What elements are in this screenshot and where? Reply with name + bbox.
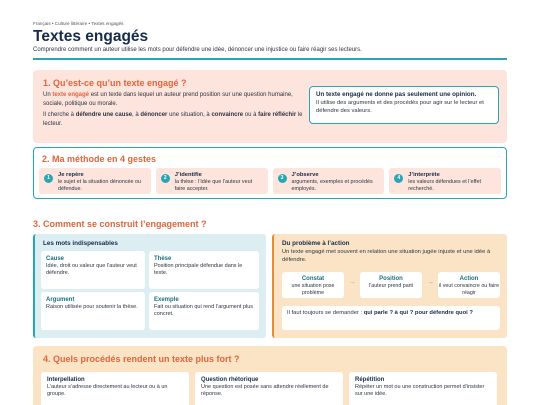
- panel-heading: Du problème à l’action: [282, 240, 350, 247]
- term-title: Exemple: [154, 297, 179, 303]
- definition-callout: [309, 86, 499, 124]
- goal-paragraph: [43, 111, 305, 128]
- method-steps: [39, 168, 501, 194]
- callout-title: Un texte engagé ne donne pas seulement une opinion.: [316, 91, 477, 98]
- text-fragment: , à: [132, 112, 141, 118]
- step-number-badge: 4: [394, 174, 403, 183]
- text-fragment: Il faut toujours se demander :: [287, 310, 364, 316]
- bold-term: dénoncer: [140, 112, 168, 118]
- technique-description: Une question est posée sans attendre réellement de réponse.: [201, 384, 329, 398]
- flow-step-description: une situation pose problème: [291, 283, 335, 296]
- term-title: Cause: [46, 256, 65, 262]
- term-card: [149, 251, 259, 289]
- step-title: J’interprète: [408, 172, 440, 178]
- flow-step-box: [282, 272, 344, 298]
- bold-term: convaincre: [211, 112, 244, 118]
- text-fragment: Un: [43, 92, 53, 98]
- technique-card: [195, 372, 343, 405]
- section-definition: [33, 70, 507, 143]
- page-subtitle: Comprendre comment un auteur utilise les mots pour défendre une idée, dénoncer une injustice ou faire réagir ses lecteurs.: [33, 47, 362, 53]
- flow-step-title: Position: [379, 276, 403, 282]
- term-title: Thèse: [154, 256, 172, 262]
- term-card: [41, 251, 145, 289]
- term-card: [41, 292, 145, 330]
- section-techniques: [33, 346, 507, 405]
- flow-step-box: [438, 272, 500, 298]
- page-title: Textes engagés: [33, 28, 149, 45]
- section-heading: 3. Comment se construit l’engagement ?: [33, 219, 207, 229]
- key-words-panel: [33, 234, 266, 338]
- technique-title: Question rhétorique: [201, 377, 259, 383]
- flow-step-box: [360, 272, 422, 298]
- technique-card: [41, 372, 189, 405]
- step-description: arguments, exemples et procédés employés.: [291, 179, 373, 192]
- flow-diagram: [282, 272, 500, 298]
- step-title: Je repère: [58, 172, 84, 178]
- term-definition: Raison utilisée pour soutenir la thèse.: [46, 304, 138, 310]
- definition-paragraph: [43, 91, 305, 108]
- step-number-badge: 2: [161, 174, 170, 183]
- section-method: [33, 147, 507, 199]
- term-definition: Fait ou situation qui rend l’argument plus concret.: [154, 304, 254, 318]
- flow-step-description: il veut convaincre ou faire réagir: [438, 283, 500, 296]
- highlight-term: texte engagé: [52, 92, 90, 98]
- flow-step-title: Action: [459, 276, 479, 282]
- term-card: [149, 292, 259, 330]
- technique-title: Interpellation: [47, 377, 85, 383]
- title-divider: [33, 58, 507, 60]
- technique-description: Répéter un mot ou une construction permet d’insister sur une idée.: [355, 384, 485, 398]
- technique-description: L’auteur s’adresse directement au lecteur ou à un groupe.: [47, 384, 168, 398]
- term-title: Argument: [46, 297, 75, 303]
- method-step: [156, 168, 268, 194]
- bold-term: défendre une cause: [75, 112, 133, 118]
- method-step: [389, 168, 501, 194]
- section-heading: 1. Qu’est-ce qu’un texte engagé ?: [43, 78, 187, 88]
- technique-card: [349, 372, 497, 405]
- text-fragment: Il cherche à: [43, 112, 76, 118]
- breadcrumb: Français • Culture littéraire • Textes engagés: [33, 21, 124, 26]
- technique-title: Répétition: [355, 377, 385, 383]
- step-number-badge: 1: [44, 174, 53, 183]
- term-definition: Position principale défendue dans le texte.: [154, 263, 243, 277]
- key-question-box: [282, 306, 500, 330]
- key-question: qui parle ? à qui ? pour défendre quoi ?: [363, 310, 473, 316]
- flow-step-title: Constat: [301, 276, 325, 282]
- section-heading: 4. Quels procédés rendent un texte plus fort ?: [43, 354, 240, 364]
- problem-to-action-panel: [272, 234, 507, 338]
- arrow-right-icon: →: [349, 279, 356, 286]
- step-title: J’identifie: [174, 172, 202, 178]
- step-description: les valeurs défendues et l’effet recherché.: [408, 179, 481, 192]
- step-description: la thèse : l’idée que l’auteur veut faire accepter.: [174, 179, 253, 192]
- method-step: [39, 168, 151, 194]
- flow-step-description: l’auteur prend parti: [368, 283, 414, 289]
- bold-term: faire réfléchir: [258, 112, 297, 118]
- step-description: le sujet et la situation dénoncée ou défendue.: [58, 179, 142, 192]
- step-title: J’observe: [291, 172, 319, 178]
- panel-intro: Un texte engagé met souvent en relation une situation jugée injuste et une idée à défendre.: [282, 249, 491, 263]
- callout-body: Il utilise des arguments et des procédés pour agir sur le lecteur et défendre des valeurs.: [316, 100, 484, 114]
- step-number-badge: 3: [278, 174, 287, 183]
- method-step: [273, 168, 385, 194]
- panel-heading: Les mots indispensables: [43, 240, 118, 247]
- text-fragment: le lecteur.: [43, 112, 303, 127]
- arrow-right-icon: →: [427, 279, 434, 286]
- term-definition: Idée, droit ou valeur que l’auteur veut défendre.: [46, 263, 137, 277]
- text-fragment: ou à: [243, 112, 259, 118]
- section-heading: 2. Ma méthode en 4 gestes: [42, 154, 157, 164]
- text-fragment: est un texte dans lequel un auteur prend position sur une question humaine, sociale, politique ou morale.: [43, 92, 293, 107]
- text-fragment: une situation, à: [167, 112, 212, 118]
